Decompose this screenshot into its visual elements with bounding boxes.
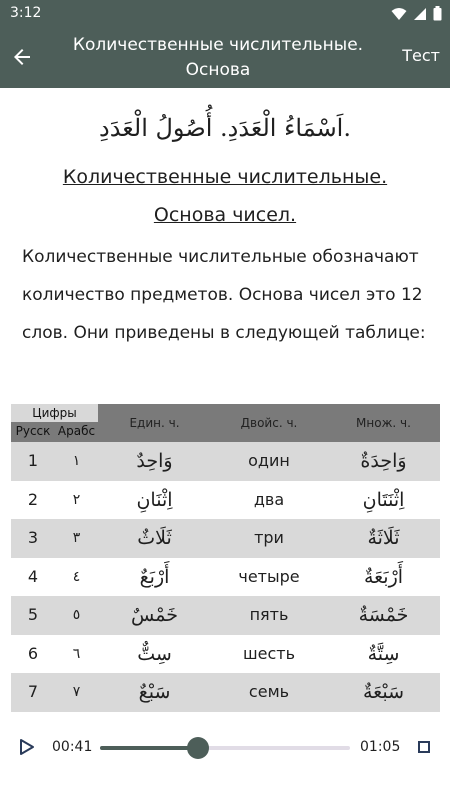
cell-dual: шесть: [242, 643, 296, 663]
current-time: 00:41: [52, 739, 93, 755]
total-duration: 01:05: [360, 739, 401, 755]
table-row[interactable]: [11, 442, 440, 481]
subheading-line1: Количественные числительные.: [62, 166, 388, 188]
singular-header: Един. ч.: [129, 416, 180, 430]
status-bar: [0, 0, 450, 28]
test-button[interactable]: Тест: [402, 46, 440, 65]
cell-singular: سَبْعٌ: [138, 681, 171, 703]
digits-header-label: Цифры: [11, 404, 98, 422]
arabic-heading: .اَسْمَاءُ الْعَدَدِ. أُصُولُ الْعَدَدِ: [99, 114, 351, 142]
page-title-line1: Количественные числительные. Основа: [72, 35, 364, 80]
status-time: 3:12: [10, 5, 42, 21]
cell-singular: اِثْنَانِ: [136, 488, 173, 511]
cell-arabic-digit: ٣: [72, 530, 81, 546]
arrow-back-icon[interactable]: [10, 45, 34, 69]
cell-singular: وَاحِدٌ: [136, 450, 173, 472]
app-bar: [0, 28, 450, 105]
cell-plural: وَاحِدَةٌ: [360, 450, 407, 472]
lesson-content[interactable]: [0, 88, 450, 712]
cell-plural: ثَلَاثَةٌ: [367, 527, 400, 549]
wifi-icon: [391, 7, 407, 21]
table-row[interactable]: [11, 519, 440, 558]
cell-dual: один: [248, 451, 290, 470]
cell-singular: ثَلَاثٌ: [137, 527, 172, 549]
russian-digits-header: Русск: [15, 424, 51, 438]
cell-arabic-digit: ٥: [72, 607, 81, 623]
cell-arabic-digit: ٦: [72, 645, 81, 662]
battery-icon: [433, 6, 442, 21]
table-row[interactable]: [11, 558, 440, 597]
arabic-digits-header: Арабс: [57, 424, 96, 438]
cell-plural: اِثْنَتَانِ: [362, 488, 405, 511]
cell-russian-digit: 2: [27, 489, 39, 509]
cell-dual: семь: [248, 682, 290, 701]
cell-russian-digit: 6: [27, 643, 39, 663]
dual-header: Двойс. ч.: [240, 416, 298, 430]
signal-icon: [413, 7, 427, 21]
cell-plural: سِتَّةٌ: [367, 642, 400, 665]
play-icon[interactable]: [18, 738, 36, 756]
cell-dual: четыре: [238, 566, 300, 586]
seek-bar[interactable]: [100, 746, 350, 750]
cell-arabic-digit: ٢: [72, 491, 81, 508]
system-nav-bar: [0, 782, 450, 800]
table-row[interactable]: [11, 673, 440, 712]
subheading-line2: Основа чисел.: [153, 204, 297, 226]
cell-arabic-digit: ٧: [72, 684, 81, 700]
cell-arabic-digit: ١: [72, 453, 81, 469]
cell-plural: سَبْعَةٌ: [362, 681, 404, 703]
seek-bar-thumb[interactable]: [187, 737, 209, 759]
lesson-paragraph: Количественные числительные обозначают количество предметов. Основа чисел это 12 слов. Они приведены в следующей таблице:: [22, 247, 426, 343]
cell-plural: أَرْبَعَةٌ: [363, 565, 404, 588]
digits-header: [11, 404, 98, 442]
cell-russian-digit: 1: [27, 451, 39, 470]
seek-bar-progress: [100, 746, 198, 750]
cell-singular: خَمْسٌ: [131, 604, 178, 626]
cell-arabic-digit: ٤: [72, 568, 81, 585]
cell-singular: أَرْبَعٌ: [139, 565, 170, 588]
cell-dual: два: [253, 489, 285, 509]
cell-dual: три: [254, 528, 284, 547]
audio-player: [0, 712, 450, 782]
cell-russian-digit: 4: [27, 566, 39, 586]
numbers-table: [11, 404, 440, 712]
page-title-line2: чисел.: [189, 85, 247, 105]
table-header: [11, 404, 440, 442]
plural-header: Множ. ч.: [356, 416, 411, 430]
cell-russian-digit: 5: [27, 605, 39, 624]
table-row[interactable]: [11, 596, 440, 635]
cell-dual: пять: [249, 605, 289, 624]
cell-russian-digit: 3: [27, 528, 39, 547]
table-row[interactable]: [11, 635, 440, 674]
table-row[interactable]: [11, 481, 440, 520]
cell-russian-digit: 7: [27, 682, 39, 701]
status-icons: [391, 6, 442, 21]
cell-singular: سِتٌّ: [137, 642, 172, 665]
cell-plural: خَمْسَةٌ: [358, 604, 409, 626]
stop-icon[interactable]: [418, 741, 430, 753]
